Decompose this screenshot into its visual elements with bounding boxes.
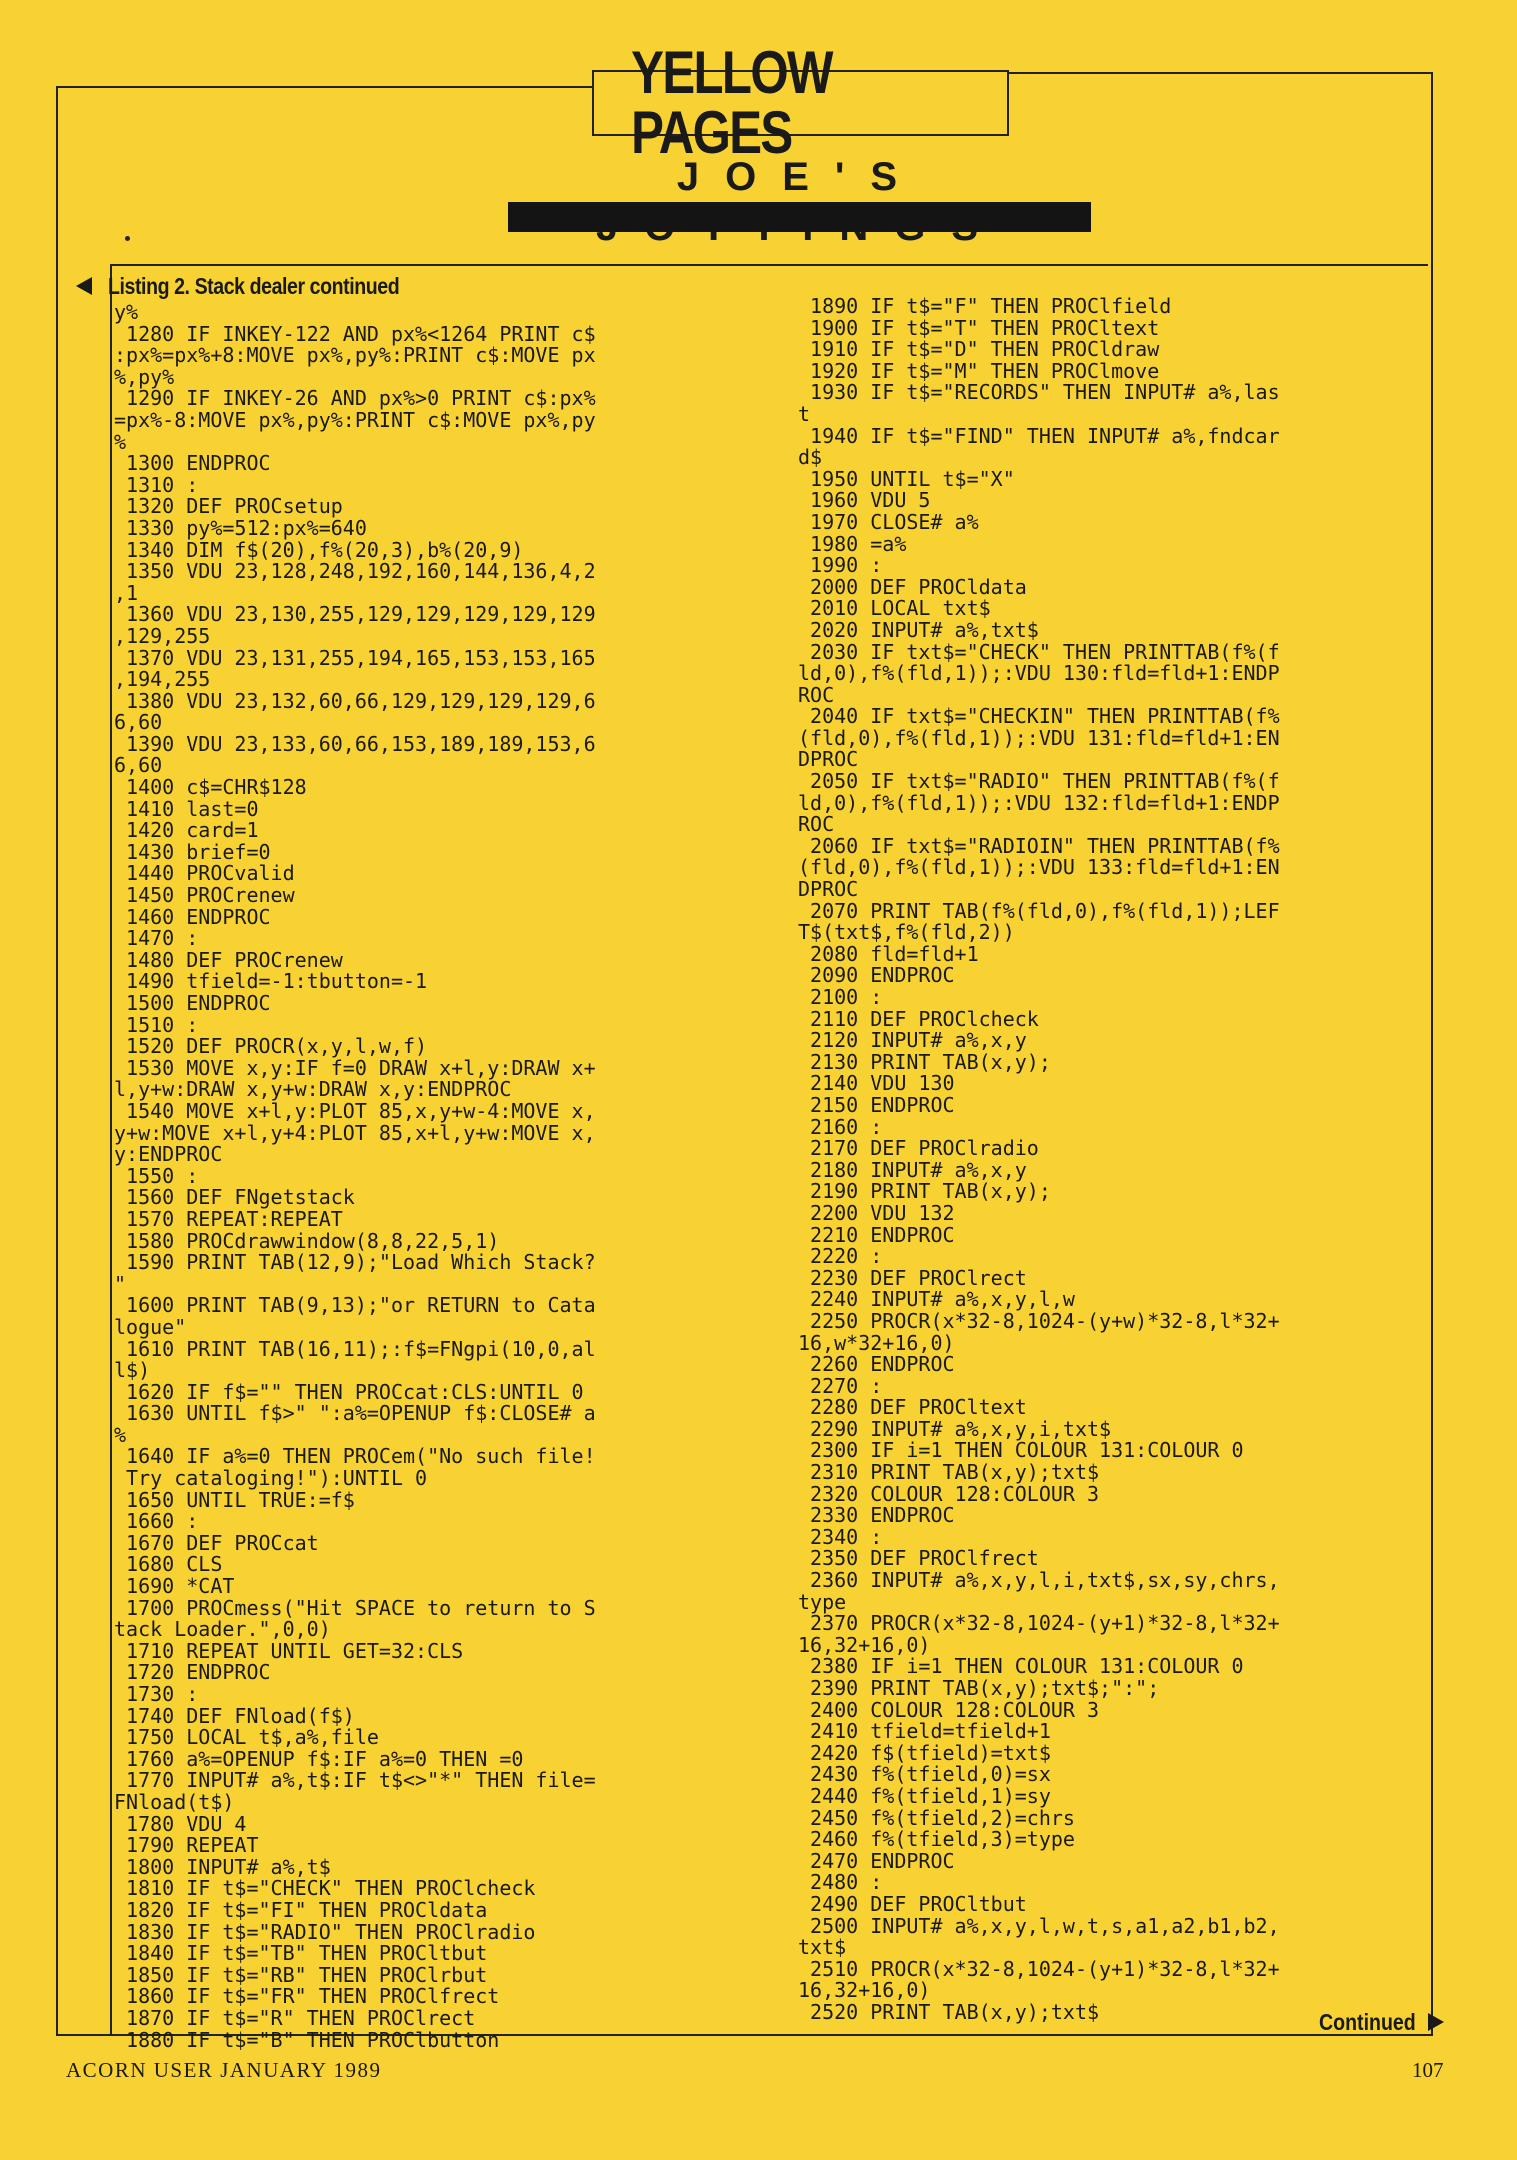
- code-line: 1620 IF f$="" THEN PROCcat:CLS:UNTIL 0: [114, 1379, 584, 1404]
- code-line: 1400 c$=CHR$128: [114, 775, 307, 800]
- code-line: 1430 brief=0: [114, 839, 271, 864]
- code-line: 2200 VDU 132: [798, 1200, 955, 1225]
- code-line: 1980 =a%: [798, 531, 907, 556]
- code-line: 1600 PRINT TAB(9,13);"or RETURN to Cata: [114, 1293, 596, 1318]
- code-line: 1680 CLS: [114, 1552, 223, 1577]
- code-line: 1940 IF t$="FIND" THEN INPUT# a%,fndcar: [798, 423, 1280, 448]
- code-line: 2490 DEF PROCltbut: [798, 1891, 1027, 1916]
- code-line: 1450 PROCrenew: [114, 883, 295, 908]
- code-line: 1930 IF t$="RECORDS" THEN INPUT# a%,las: [798, 380, 1280, 405]
- code-line: 2000 DEF PROCldata: [798, 574, 1027, 599]
- code-line: txt$: [798, 1935, 847, 1960]
- code-line: 2440 f%(tfield,1)=sy: [798, 1783, 1051, 1808]
- code-line: 2480 :: [798, 1870, 883, 1895]
- code-line: 1890 IF t$="F" THEN PROClfield: [798, 294, 1172, 318]
- code-line: 1790 REPEAT: [114, 1833, 259, 1858]
- code-line: 1460 ENDPROC: [114, 904, 271, 929]
- code-line: 1360 VDU 23,130,255,129,129,129,129,129: [114, 602, 596, 627]
- page-title: YELLOW PAGES: [631, 39, 832, 166]
- code-line: 1760 a%=OPENUP f$:IF a%=0 THEN =0: [114, 1746, 524, 1771]
- code-line: 2180 INPUT# a%,x,y: [798, 1157, 1027, 1182]
- code-line: 2090 ENDPROC: [798, 963, 955, 988]
- code-line: 1990 :: [798, 553, 883, 578]
- code-line: 1910 IF t$="D" THEN PROCldraw: [798, 337, 1160, 362]
- code-line: %: [114, 429, 127, 454]
- code-line: 1810 IF t$="CHECK" THEN PROClcheck: [114, 1876, 536, 1901]
- code-line: l,y+w:DRAW x,y+w:DRAW x,y:ENDPROC: [114, 1077, 512, 1102]
- code-line: 16,w*32+16,0): [798, 1330, 955, 1355]
- code-line: 1310 :: [114, 472, 199, 497]
- code-line: ld,0),f%(fld,1));:VDU 132:fld=fld+1:ENDP: [798, 790, 1280, 815]
- code-line: 2020 INPUT# a%,txt$: [798, 617, 1039, 642]
- code-line: 2380 IF i=1 THEN COLOUR 131:COLOUR 0: [798, 1654, 1244, 1679]
- code-line: 1280 IF INKEY-122 AND px%<1264 PRINT c$: [114, 321, 596, 346]
- code-line: 1320 DEF PROCsetup: [114, 494, 343, 519]
- frame-left-rule: [56, 86, 58, 2036]
- arrow-right-icon: [1428, 2013, 1444, 2031]
- code-line: 1840 IF t$="TB" THEN PROCltbut: [114, 1941, 488, 1966]
- code-line: 1410 last=0: [114, 796, 259, 821]
- frame-top-right-rule: [1009, 72, 1433, 74]
- code-line: 2240 INPUT# a%,x,y,l,w: [798, 1287, 1075, 1312]
- decorative-dot: [125, 236, 130, 241]
- code-line: 1770 INPUT# a%,t$:IF t$<>"*" THEN file=: [114, 1768, 596, 1793]
- code-line: 6,60: [114, 710, 163, 735]
- code-line: 2330 ENDPROC: [798, 1503, 955, 1528]
- code-line: 1750 LOCAL t$,a%,file: [114, 1725, 379, 1750]
- code-line: 2100 :: [798, 985, 883, 1009]
- code-line: l$): [114, 1358, 151, 1383]
- code-line: t: [798, 401, 811, 426]
- code-line: d$: [798, 445, 823, 470]
- code-line: logue": [114, 1314, 187, 1339]
- subtitle-bar: [508, 202, 1091, 232]
- code-line: 1920 IF t$="M" THEN PROClmove: [798, 358, 1160, 383]
- page-subtitle: JOE'S: [676, 155, 924, 199]
- page-number: 107: [1412, 2058, 1444, 2082]
- code-line: 1830 IF t$="RADIO" THEN PROClradio: [114, 1919, 536, 1944]
- continued-indicator: [1302, 2008, 1444, 2036]
- code-line: tack Loader.",0,0): [114, 1617, 331, 1642]
- code-line: 16,32+16,0): [798, 1978, 931, 2003]
- code-line: 1660 :: [114, 1509, 199, 1534]
- code-line: 1650 UNTIL TRUE:=f$: [114, 1487, 355, 1512]
- code-line: 1500 ENDPROC: [114, 991, 271, 1015]
- code-line: 2140 VDU 130: [798, 1071, 955, 1096]
- code-line: 1740 DEF FNload(f$): [114, 1703, 355, 1728]
- code-line: 2320 COLOUR 128:COLOUR 3: [798, 1481, 1100, 1506]
- code-line: %: [114, 1422, 127, 1447]
- code-line: 1490 tfield=-1:tbutton=-1: [114, 969, 428, 994]
- code-line: 2160 :: [798, 1114, 883, 1139]
- publication-footer: ACORN USER JANUARY 1989: [66, 2058, 382, 2082]
- code-line: DPROC: [798, 747, 859, 772]
- code-line: 1640 IF a%=0 THEN PROCem("No such file!: [114, 1444, 596, 1469]
- code-line: 1510 :: [114, 1012, 199, 1037]
- code-line: 2230 DEF PROClrect: [798, 1265, 1027, 1290]
- code-line: y+w:MOVE x+l,y+4:PLOT 85,x+l,y+w:MOVE x,: [114, 1120, 596, 1145]
- code-line: 1700 PROCmess("Hit SPACE to return to S: [114, 1595, 596, 1620]
- code-line: 2390 PRINT TAB(x,y);txt$;":";: [798, 1676, 1160, 1700]
- code-line: 2030 IF txt$="CHECK" THEN PRINTTAB(f%(f: [798, 639, 1280, 664]
- code-line: 1850 IF t$="RB" THEN PROClrbut: [114, 1962, 488, 1987]
- listing-top-rule: [110, 264, 1428, 266]
- code-line: FNload(t$): [114, 1789, 235, 1814]
- code-line: 2340 :: [798, 1524, 883, 1549]
- code-line: 1550 :: [114, 1163, 199, 1188]
- code-line: 1520 DEF PROCR(x,y,l,w,f): [114, 1034, 428, 1059]
- code-line: 1480 DEF PROCrenew: [114, 947, 343, 972]
- title-box: [592, 39, 1009, 166]
- code-line: 1710 REPEAT UNTIL GET=32:CLS: [114, 1638, 464, 1663]
- code-line: 1470 :: [114, 926, 199, 951]
- code-line: 2110 DEF PROClcheck: [798, 1006, 1039, 1031]
- code-line: 2420 f$(tfield)=txt$: [798, 1740, 1051, 1765]
- listing-label: Listing 2. Stack dealer continued: [108, 272, 400, 299]
- frame-right-rule: [1431, 72, 1433, 2036]
- code-line: 1390 VDU 23,133,60,66,153,189,189,153,6: [114, 731, 596, 756]
- code-line: 1330 py%=512:px%=640: [114, 515, 367, 540]
- code-line: 1340 DIM f$(20),f%(20,3),b%(20,9): [114, 537, 524, 562]
- code-line: 2210 ENDPROC: [798, 1222, 955, 1247]
- code-line: 2370 PROCR(x*32-8,1024-(y+1)*32-8,l*32+: [798, 1611, 1280, 1636]
- code-line: 6,60: [114, 753, 163, 778]
- code-line: 1670 DEF PROCcat: [114, 1530, 319, 1555]
- code-line: 2040 IF txt$="CHECKIN" THEN PRINTTAB(f%: [798, 704, 1280, 729]
- code-line: 1860 IF t$="FR" THEN PROClfrect: [114, 1984, 500, 2009]
- code-line: 2460 f%(tfield,3)=type: [798, 1827, 1075, 1852]
- code-line: ROC: [798, 682, 835, 707]
- code-line: 1370 VDU 23,131,255,194,165,153,153,165: [114, 645, 596, 670]
- code-line: 2250 PROCR(x*32-8,1024-(y+w)*32-8,l*32+: [798, 1308, 1280, 1333]
- code-line: (fld,0),f%(fld,1));:VDU 133:fld=fld+1:EN: [798, 855, 1280, 880]
- code-line: 2130 PRINT TAB(x,y);: [798, 1049, 1051, 1074]
- code-column-left: [114, 302, 596, 2051]
- frame-top-left-rule: [56, 86, 592, 88]
- listing-heading: [76, 270, 451, 302]
- code-line: 1440 PROCvalid: [114, 861, 295, 886]
- arrow-left-icon: [76, 277, 92, 295]
- code-line: 2190 PRINT TAB(x,y);: [798, 1179, 1051, 1204]
- code-line: 2080 fld=fld+1: [798, 941, 979, 966]
- code-line: 2150 ENDPROC: [798, 1092, 955, 1117]
- code-line: 2070 PRINT TAB(f%(fld,0),f%(fld,1));LEF: [798, 898, 1280, 923]
- code-line: 1290 IF INKEY-26 AND px%>0 PRINT c$:px%: [114, 386, 596, 411]
- code-line: 2500 INPUT# a%,x,y,l,w,t,s,a1,a2,b1,b2,: [798, 1913, 1280, 1938]
- code-line: 1780 VDU 4: [114, 1811, 247, 1836]
- code-line: %,py%: [114, 364, 175, 389]
- code-line: 2120 INPUT# a%,x,y: [798, 1028, 1027, 1053]
- code-line: 1690 *CAT: [114, 1574, 235, 1599]
- code-line: 1420 card=1: [114, 818, 259, 843]
- code-line: 1800 INPUT# a%,t$: [114, 1854, 331, 1879]
- code-line: (fld,0),f%(fld,1));:VDU 131:fld=fld+1:EN: [798, 725, 1280, 750]
- code-line: DPROC: [798, 877, 859, 902]
- code-line: 2270 :: [798, 1373, 883, 1398]
- code-line: 2520 PRINT TAB(x,y);txt$: [798, 1999, 1100, 2024]
- code-line: 2360 INPUT# a%,x,y,l,i,txt$,sx,sy,chrs,: [798, 1568, 1280, 1593]
- code-line: 1590 PRINT TAB(12,9);"Load Which Stack?: [114, 1250, 596, 1275]
- code-line: =px%-8:MOVE px%,py%:PRINT c$:MOVE px%,py: [114, 407, 596, 432]
- code-line: type: [798, 1589, 847, 1614]
- code-line: 2290 INPUT# a%,x,y,i,txt$: [798, 1416, 1112, 1441]
- code-line: 2050 IF txt$="RADIO" THEN PRINTTAB(f%(f: [798, 769, 1280, 794]
- code-line: 2310 PRINT TAB(x,y);txt$: [798, 1460, 1100, 1485]
- code-line: 1300 ENDPROC: [114, 451, 271, 476]
- code-line: 2510 PROCR(x*32-8,1024-(y+1)*32-8,l*32+: [798, 1956, 1280, 1981]
- code-line: y%: [114, 300, 139, 324]
- code-line: :px%=px%+8:MOVE px%,py%:PRINT c$:MOVE px: [114, 343, 596, 368]
- code-line: ,1: [114, 580, 139, 605]
- code-line: 1630 UNTIL f$>" ":a%=OPENUP f$:CLOSE# a: [114, 1401, 596, 1426]
- code-line: 1950 UNTIL t$="X": [798, 466, 1015, 491]
- code-line: 2010 LOCAL txt$: [798, 596, 991, 621]
- code-line: 1720 ENDPROC: [114, 1660, 271, 1685]
- code-line: 2350 DEF PROClfrect: [798, 1546, 1039, 1571]
- code-line: 2300 IF i=1 THEN COLOUR 131:COLOUR 0: [798, 1438, 1244, 1463]
- code-line: 1350 VDU 23,128,248,192,160,144,136,4,2: [114, 559, 596, 584]
- code-line: 2470 ENDPROC: [798, 1848, 955, 1873]
- code-line: 1570 REPEAT:REPEAT: [114, 1206, 343, 1231]
- code-line: 2220 :: [798, 1244, 883, 1269]
- code-line: 2060 IF txt$="RADIOIN" THEN PRINTTAB(f%: [798, 833, 1280, 858]
- code-line: 1970 CLOSE# a%: [798, 509, 979, 534]
- code-line: Try cataloging!"):UNTIL 0: [114, 1466, 428, 1491]
- code-line: 1560 DEF FNgetstack: [114, 1185, 355, 1210]
- code-line: ROC: [798, 812, 835, 837]
- code-line: 2410 tfield=tfield+1: [798, 1719, 1051, 1744]
- code-line: 2400 COLOUR 128:COLOUR 3: [798, 1697, 1100, 1722]
- code-line: ,129,255: [114, 623, 211, 648]
- code-line: 1730 :: [114, 1682, 199, 1706]
- code-line: 2430 f%(tfield,0)=sx: [798, 1762, 1051, 1787]
- code-line: 1880 IF t$="B" THEN PROClbutton: [114, 2027, 500, 2052]
- code-line: 1870 IF t$="R" THEN PROClrect: [114, 2005, 476, 2030]
- code-line: 1960 VDU 5: [798, 488, 931, 513]
- code-column-right: [798, 296, 1280, 2024]
- code-line: 1580 PROCdrawwindow(8,8,22,5,1): [114, 1228, 500, 1253]
- code-line: 1380 VDU 23,132,60,66,129,129,129,129,6: [114, 688, 596, 713]
- code-line: ,194,255: [114, 667, 211, 692]
- code-line: 1900 IF t$="T" THEN PROCltext: [798, 315, 1160, 340]
- code-line: 1530 MOVE x,y:IF f=0 DRAW x+l,y:DRAW x+: [114, 1055, 596, 1080]
- code-line: T$(txt$,f%(fld,2)): [798, 920, 1015, 945]
- code-line: 2450 f%(tfield,2)=chrs: [798, 1805, 1075, 1830]
- code-line: 1820 IF t$="FI" THEN PROCldata: [114, 1897, 488, 1922]
- code-line: 2170 DEF PROClradio: [798, 1136, 1039, 1161]
- code-line: 1610 PRINT TAB(16,11);:f$=FNgpi(10,0,al: [114, 1336, 596, 1361]
- code-line: ": [114, 1271, 127, 1296]
- code-line: ld,0),f%(fld,1));:VDU 130:fld=fld+1:ENDP: [798, 661, 1280, 686]
- code-line: 2260 ENDPROC: [798, 1352, 955, 1377]
- listing-left-rule: [110, 264, 112, 2034]
- continued-label: Continued: [1319, 2008, 1416, 2035]
- code-line: 2280 DEF PROCltext: [798, 1395, 1027, 1420]
- code-line: y:ENDPROC: [114, 1142, 223, 1167]
- code-line: 1540 MOVE x+l,y:PLOT 85,x,y+w-4:MOVE x,: [114, 1098, 596, 1123]
- code-line: 16,32+16,0): [798, 1632, 931, 1657]
